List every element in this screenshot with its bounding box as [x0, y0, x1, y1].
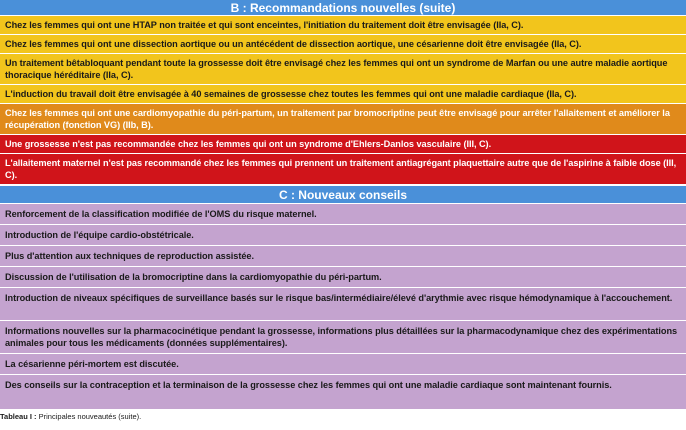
caption-label: Tableau I : — [0, 412, 37, 421]
table-caption — [0, 412, 686, 421]
table-row: Plus d'attention aux techniques de reproduction assistée. — [0, 246, 686, 267]
table-row: Introduction de l'équipe cardio-obstétricale. — [0, 225, 686, 246]
section-c-header: C : Nouveaux conseils — [0, 186, 686, 204]
table-row: La césarienne péri-mortem est discutée. — [0, 354, 686, 375]
table-row: Renforcement de la classification modifiée de l'OMS du risque maternel. — [0, 204, 686, 225]
table-row: Chez les femmes qui ont une cardiomyopathie du péri-partum, un traitement par bromocriptine peut être envisagé pour arrêter l'allaitement et améliorer la récupération (fonction VG) (IIb, B). — [0, 104, 686, 135]
table-row: Informations nouvelles sur la pharmacocinétique pendant la grossesse, informations plus détaillées sur la pharmacodynamique chez des expérimentations animales pour tous les médicaments (données supplémentaires). — [0, 321, 686, 354]
table-row: Chez les femmes qui ont une HTAP non traitée et qui sont enceintes, l'initiation du traitement doit être envisagée (IIa, C). — [0, 16, 686, 35]
table-row: Introduction de niveaux spécifiques de surveillance basés sur le risque bas/intermédiaire/élevé d'arythmie avec risque hémodynamique à l'accouchement. — [0, 288, 686, 321]
section-b-header: B : Recommandations nouvelles (suite) — [0, 0, 686, 16]
table-row: Un traitement bêtabloquant pendant toute la grossesse doit être envisagé chez les femmes qui ont un syndrome de Marfan ou une autre maladie aortique thoracique héréditaire (IIa, C). — [0, 54, 686, 85]
table-row: L'induction du travail doit être envisagée à 40 semaines de grossesse chez toutes les femmes qui ont une maladie cardiaque (IIa, C). — [0, 85, 686, 104]
table-row: Chez les femmes qui ont une dissection aortique ou un antécédent de dissection aortique, une césarienne doit être envisagée (IIa, C). — [0, 35, 686, 54]
caption-text: Principales nouveautés (suite). — [38, 412, 142, 421]
table-row: Une grossesse n'est pas recommandée chez les femmes qui ont un syndrome d'Ehlers-Danlos vasculaire (III, C). — [0, 135, 686, 154]
table-row: Des conseils sur la contraception et la terminaison de la grossesse chez les femmes qui ont une maladie cardiaque sont maintenant fournis. — [0, 375, 686, 410]
table-row: L'allaitement maternel n'est pas recommandé chez les femmes qui prennent un traitement antiagrégant plaquettaire autre que de l'aspirine à faible dose (III, C). — [0, 154, 686, 185]
table-row: Discussion de l'utilisation de la bromocriptine dans la cardiomyopathie du péri-partum. — [0, 267, 686, 288]
